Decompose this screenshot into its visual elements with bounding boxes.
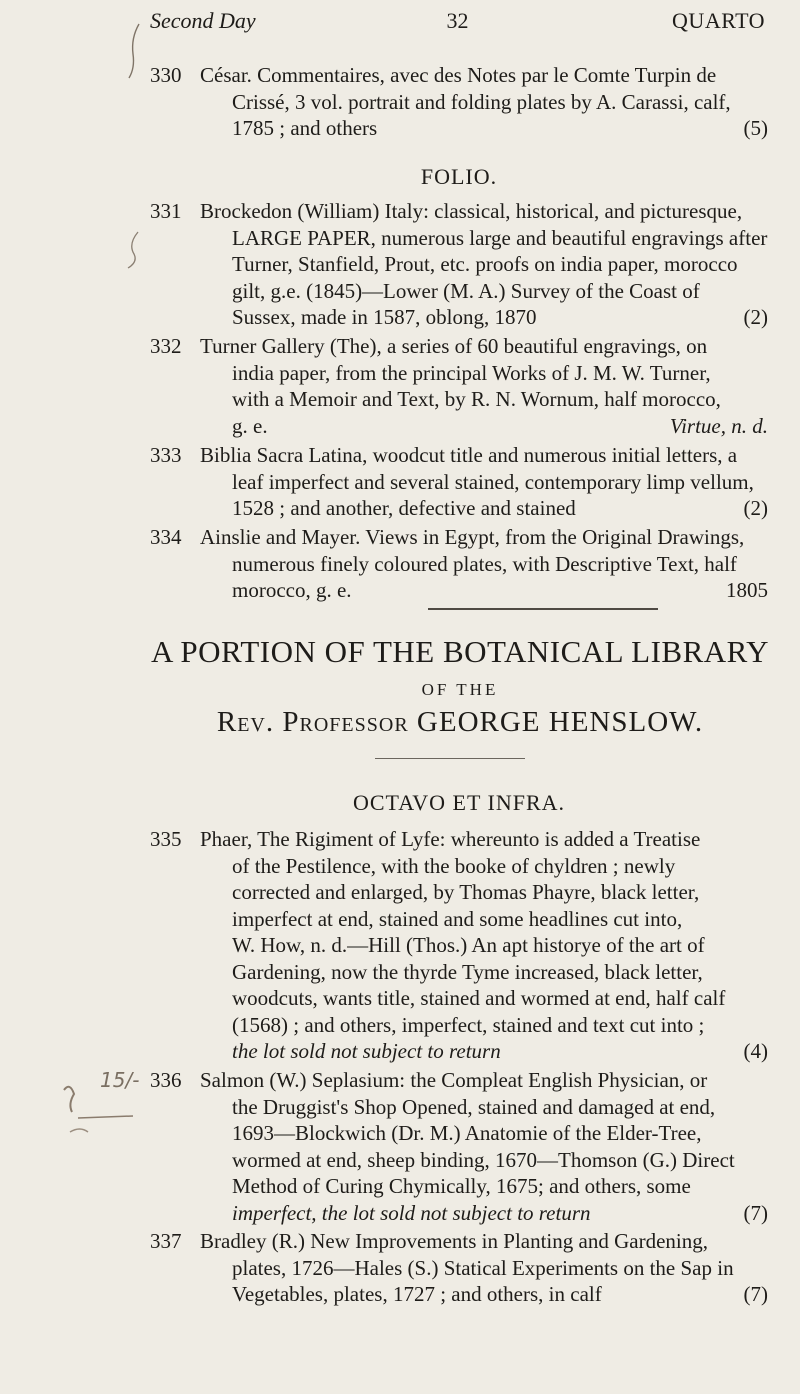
lot-description [200, 826, 768, 1065]
lot-line [200, 577, 768, 604]
lot-line-text: imperfect, the lot sold not subject to return [232, 1200, 591, 1225]
lot-number: 332 [150, 334, 182, 358]
lot-publisher: Virtue, n. d. [669, 413, 768, 438]
lot-335 [150, 826, 768, 1065]
running-head-day: Second Day [150, 8, 256, 33]
lot-line: gilt, g.e. (1845)—Lower (M. A.) Survey of the Coast of [232, 278, 700, 303]
page-header [150, 8, 765, 42]
lot-description [200, 1228, 768, 1308]
lot-date: 1805 [726, 578, 768, 602]
lot-price: (7) [743, 1200, 768, 1225]
lot-line: leaf imperfect and several stained, contemporary limp vellum, [232, 469, 754, 494]
lot-line: woodcuts, wants title, stained and wormed at end, half calf [232, 986, 726, 1010]
lot-number: 330 [150, 63, 182, 87]
lot-line-text: g. e. [232, 413, 268, 438]
lot-line: (1568) ; and others, imperfect, stained and text cut into ; [232, 1012, 705, 1037]
margin-pen-mark [126, 230, 144, 270]
lot-line: 1693—Blockwich (Dr. M.) Anatomie of the Elder-Tree, [232, 1121, 702, 1145]
lot-336 [150, 1067, 768, 1226]
lot-line: corrected and enlarged, by Thomas Phayre, black letter, [232, 880, 700, 904]
lot-line: LARGE PAPER, numerous large and beautiful engravings after [232, 225, 768, 250]
lot-number: 331 [150, 199, 182, 223]
title-divider [375, 758, 525, 759]
lot-line: Gardening, now the thyrde Tyme increased, black letter, [232, 959, 703, 984]
lot-line-text: 1785 ; and others [232, 116, 378, 140]
lot-line: César. Commentaires, avec des Notes par le Comte Turpin de [200, 63, 717, 87]
lot-description [200, 1067, 768, 1226]
running-head-format: QUARTO [672, 8, 765, 33]
lot-line: numerous finely coloured plates, with Descriptive Text, half [232, 551, 737, 576]
lot-line: Phaer, The Rigiment of Lyfe: whereunto is added a Treatise [200, 827, 701, 851]
lot-line: Biblia Sacra Latina, woodcut title and numerous initial letters, a [200, 443, 738, 467]
margin-pen-mark [125, 22, 143, 82]
lot-price: (4) [743, 1039, 768, 1063]
lot-description [200, 524, 768, 604]
lot-description [200, 198, 768, 331]
octavo-heading: OCTAVO ET INFRA. [352, 790, 566, 815]
lot-line-text: Vegetables, plates, 1727 ; and others, in calf [232, 1282, 602, 1306]
library-title: A PORTION OF THE BOTANICAL LIBRARY [150, 634, 770, 669]
lot-line [200, 495, 768, 522]
lot-price: (2) [743, 496, 768, 520]
lot-line [200, 1200, 768, 1227]
lot-line [200, 413, 768, 440]
lot-line: Turner Gallery (The), a series of 60 beautiful engravings, on [200, 334, 708, 358]
library-owner [150, 706, 770, 739]
lot-line: Crissé, 3 vol. portrait and folding plates by A. Carassi, calf, [232, 89, 731, 114]
handwritten-price-note: 15/- [100, 1068, 140, 1092]
lot-line: india paper, from the principal Works of J. M. W. Turner, [232, 360, 711, 385]
section-divider [428, 608, 658, 610]
lot-line: with a Memoir and Text, by R. N. Wornum, half morocco, [232, 387, 721, 411]
lot-line: Brockedon (William) Italy: classical, historical, and picturesque, [200, 199, 743, 223]
lot-line: Turner, Stanfield, Prout, etc. proofs on india paper, morocco [232, 252, 738, 276]
lot-number: 335 [150, 827, 182, 851]
lot-line: plates, 1726—Hales (S.) Statical Experiments on the Sap in [232, 1255, 734, 1280]
lot-number: 336 [150, 1068, 182, 1092]
lot-description [200, 62, 768, 142]
lot-line [200, 115, 768, 142]
lot-description [200, 442, 768, 522]
lot-line-text: morocco, g. e. [232, 578, 352, 602]
lot-337 [150, 1228, 768, 1308]
lot-line: of the Pestilence, with the booke of chyldren ; newly [232, 853, 676, 878]
lot-price: (7) [743, 1282, 768, 1306]
lot-line: W. How, n. d.—Hill (Thos.) An apt historye of the art of [232, 933, 705, 957]
lot-number: 334 [150, 525, 182, 549]
handwritten-pen-marks [60, 1080, 150, 1140]
lot-line: Salmon (W.) Seplasium: the Compleat English Physician, or [200, 1068, 708, 1092]
lot-number: 333 [150, 443, 182, 467]
owner-name: GEORGE HENSLOW. [416, 706, 704, 738]
lot-line [200, 1038, 768, 1065]
lot-line: Ainslie and Mayer. Views in Egypt, from the Original Drawings, [200, 525, 745, 549]
lot-line: Bradley (R.) New Improvements in Planting and Gardening, [200, 1229, 708, 1253]
lot-line: imperfect at end, stained and some headlines cut into, [232, 906, 683, 931]
lot-line: wormed at end, sheep binding, 1670—Thomson (G.) Direct [232, 1147, 735, 1172]
lot-line: the Druggist's Shop Opened, stained and damaged at end, [232, 1094, 716, 1119]
lot-line [200, 304, 768, 331]
lot-330 [150, 62, 768, 142]
lot-price: (2) [743, 305, 768, 329]
library-of-the: OF THE [421, 680, 499, 699]
lot-331 [150, 198, 768, 331]
lot-number: 337 [150, 1229, 182, 1253]
lot-line [200, 1281, 768, 1308]
lot-333 [150, 442, 768, 522]
owner-title: Rev. Professor [216, 706, 409, 738]
lot-line-text: 1528 ; and another, defective and stained [232, 496, 576, 520]
lot-line-text: the lot sold not subject to return [232, 1039, 501, 1063]
lot-332 [150, 333, 768, 439]
lot-description [200, 333, 768, 439]
folio-heading: FOLIO. [420, 164, 498, 189]
lot-line: Method of Curing Chymically, 1675; and others, some [232, 1174, 691, 1198]
lot-334 [150, 524, 768, 604]
lot-line-text: Sussex, made in 1587, oblong, 1870 [232, 305, 537, 329]
page-number: 32 [446, 8, 469, 33]
lot-price: (5) [743, 116, 768, 140]
